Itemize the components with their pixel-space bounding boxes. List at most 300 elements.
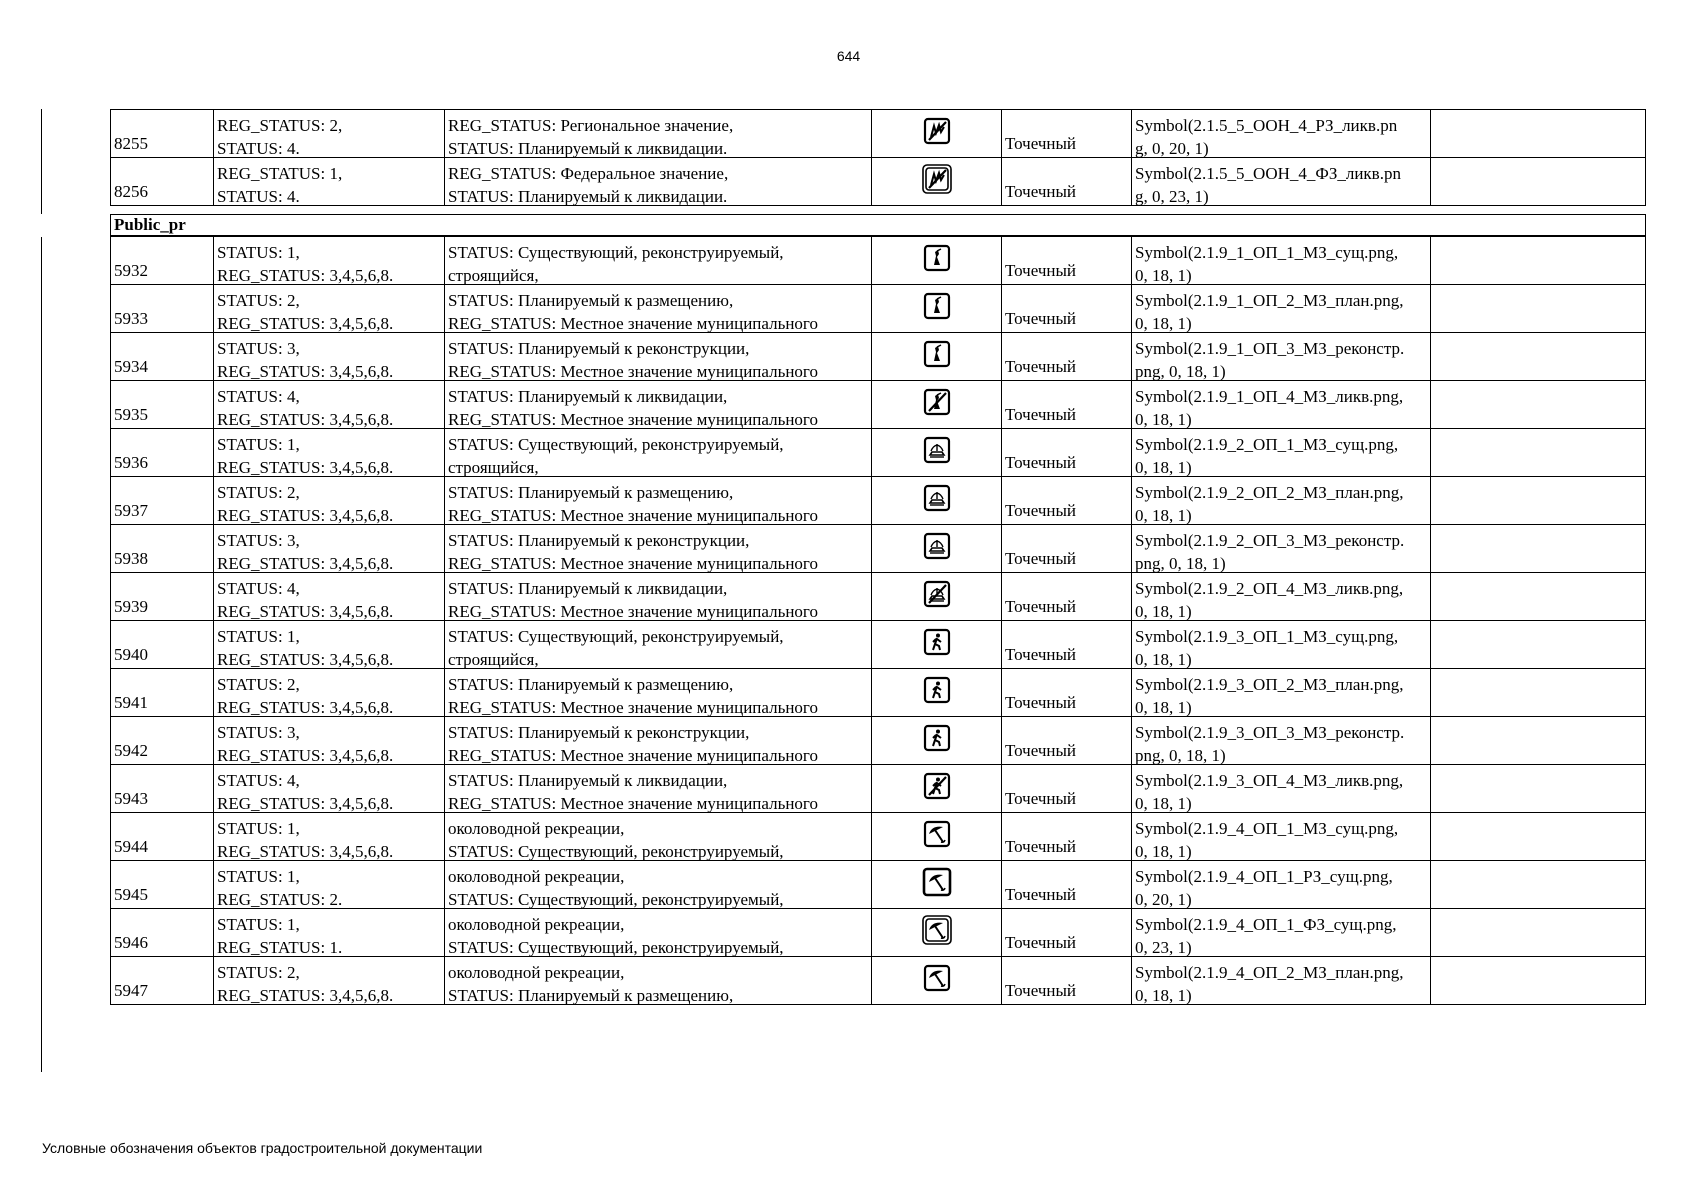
sports-facility-federal-liquidation-icon (922, 164, 952, 200)
status-code-cell (213, 956, 444, 1004)
status-code-line: REG_STATUS: 3,4,5,6,8. (217, 410, 394, 428)
symbol-ref-line: Symbol(2.1.9_3_ОП_4_МЗ_ликв.png, (1135, 771, 1404, 790)
table-row (110, 332, 1646, 380)
table-row (110, 380, 1646, 428)
status-code-line: STATUS: 1, (217, 867, 300, 886)
symbol-ref-cell (1131, 109, 1430, 157)
empty-cell (1430, 620, 1646, 668)
pedestrian-liquidation-icon (922, 771, 952, 807)
table-row (110, 236, 1646, 284)
symbol-ref-line: png, 0, 18, 1) (1135, 746, 1226, 764)
object-id: 5932 (114, 261, 148, 280)
empty-cell (1430, 908, 1646, 956)
symbol-ref-cell (1131, 812, 1430, 860)
geometry-type-cell (1001, 668, 1131, 716)
status-code-line: STATUS: 1, (217, 915, 300, 934)
description-line: строящийся, (448, 458, 539, 476)
description-line: строящийся, (448, 650, 539, 668)
description-line: REG_STATUS: Местное значение муниципального (448, 410, 818, 428)
symbol-ref-line: Symbol(2.1.9_3_ОП_3_МЗ_реконстр. (1135, 723, 1405, 742)
pedestrian-icon (922, 675, 952, 711)
description-line: REG_STATUS: Федеральное значение, (448, 164, 729, 183)
symbol-ref-line: 0, 18, 1) (1135, 458, 1192, 476)
description-line: STATUS: Планируемый к размещению, (448, 291, 734, 310)
description-cell (444, 860, 871, 908)
empty-cell (1430, 380, 1646, 428)
symbol-ref-line: 0, 18, 1) (1135, 266, 1192, 284)
symbol-ref-line: Symbol(2.1.5_5_ООН_4_ФЗ_ликв.pn (1135, 164, 1401, 183)
symbol-ref-line: Symbol(2.1.9_4_ОП_2_МЗ_план.png, (1135, 963, 1404, 982)
object-id-cell (110, 572, 213, 620)
symbol-ref-cell (1131, 572, 1430, 620)
geometry-type-cell (1001, 332, 1131, 380)
object-id-cell (110, 476, 213, 524)
symbol-ref-line: 0, 18, 1) (1135, 986, 1192, 1004)
symbol-ref-line: png, 0, 18, 1) (1135, 554, 1226, 572)
symbol-cell (871, 476, 1001, 524)
object-id: 5943 (114, 789, 148, 808)
symbol-ref-line: Symbol(2.1.9_3_ОП_1_МЗ_сущ.png, (1135, 627, 1399, 646)
object-id: 8255 (114, 134, 148, 153)
section-header: Public_pr (110, 214, 1646, 236)
status-code-line: STATUS: 4. (217, 139, 300, 157)
status-code-line: STATUS: 4, (217, 771, 300, 790)
description-cell (444, 428, 871, 476)
status-code-cell (213, 476, 444, 524)
symbol-ref-line: Symbol(2.1.9_2_ОП_4_МЗ_ликв.png, (1135, 579, 1404, 598)
geometry-type: Точечный (1005, 182, 1077, 201)
object-id: 5936 (114, 453, 148, 472)
table-bottom-border (110, 205, 1646, 206)
table-row (110, 956, 1646, 1004)
object-id-cell (110, 860, 213, 908)
beach-umbrella-icon (922, 819, 952, 855)
beach-umbrella-federal-icon (922, 915, 952, 951)
status-code-line: REG_STATUS: 3,4,5,6,8. (217, 746, 394, 764)
object-id-cell (110, 908, 213, 956)
empty-cell (1430, 524, 1646, 572)
geometry-type-cell (1001, 572, 1131, 620)
description-line: строящийся, (448, 266, 539, 284)
description-line: STATUS: Планируемый к ликвидации. (448, 187, 728, 205)
symbol-cell (871, 157, 1001, 205)
description-line: STATUS: Планируемый к реконструкции, (448, 723, 750, 742)
status-code-cell (213, 524, 444, 572)
geometry-type-cell (1001, 812, 1131, 860)
object-id: 5946 (114, 933, 148, 952)
table-row (110, 716, 1646, 764)
symbol-ref-cell (1131, 860, 1430, 908)
status-code-cell (213, 157, 444, 205)
geometry-type-cell (1001, 524, 1131, 572)
table-row (110, 812, 1646, 860)
empty-cell (1430, 956, 1646, 1004)
description-line: STATUS: Планируемый к реконструкции, (448, 339, 750, 358)
monument-icon (922, 339, 952, 375)
object-id-cell (110, 764, 213, 812)
symbol-ref-line: 0, 18, 1) (1135, 314, 1192, 332)
symbol-ref-cell (1131, 428, 1430, 476)
status-code-line: STATUS: 2, (217, 483, 300, 502)
description-cell (444, 908, 871, 956)
description-line: STATUS: Планируемый к размещению, (448, 483, 734, 502)
description-line: околоводной рекреации, (448, 867, 625, 886)
description-line: STATUS: Планируемый к ликвидации, (448, 387, 728, 406)
geometry-type: Точечный (1005, 789, 1077, 808)
description-line: STATUS: Существующий, реконструируемый, (448, 890, 784, 908)
symbol-ref-cell (1131, 476, 1430, 524)
status-code-cell (213, 380, 444, 428)
status-code-line: REG_STATUS: 3,4,5,6,8. (217, 698, 394, 716)
status-code-line: REG_STATUS: 2, (217, 116, 343, 135)
status-code-cell (213, 620, 444, 668)
object-id-cell (110, 284, 213, 332)
description-line: STATUS: Существующий, реконструируемый, (448, 627, 784, 646)
status-code-line: STATUS: 3, (217, 723, 300, 742)
description-line: STATUS: Планируемый к ликвидации, (448, 579, 728, 598)
symbol-cell (871, 620, 1001, 668)
empty-cell (1430, 812, 1646, 860)
status-code-line: REG_STATUS: 3,4,5,6,8. (217, 986, 394, 1004)
symbol-ref-line: 0, 23, 1) (1135, 938, 1192, 956)
description-cell (444, 109, 871, 157)
status-code-line: REG_STATUS: 3,4,5,6,8. (217, 362, 394, 380)
symbol-cell (871, 109, 1001, 157)
description-line: околоводной рекреации, (448, 915, 625, 934)
object-id-cell (110, 380, 213, 428)
table-row (110, 764, 1646, 812)
status-code-line: REG_STATUS: 3,4,5,6,8. (217, 554, 394, 572)
symbol-cell (871, 236, 1001, 284)
status-code-line: STATUS: 3, (217, 339, 300, 358)
object-id: 5938 (114, 549, 148, 568)
symbol-cell (871, 428, 1001, 476)
status-code-cell (213, 428, 444, 476)
status-code-cell (213, 109, 444, 157)
symbol-ref-cell (1131, 764, 1430, 812)
object-id-cell (110, 109, 213, 157)
status-code-line: STATUS: 1, (217, 627, 300, 646)
symbol-ref-line: 0, 18, 1) (1135, 698, 1192, 716)
description-line: околоводной рекреации, (448, 963, 625, 982)
description-cell (444, 572, 871, 620)
status-code-line: REG_STATUS: 3,4,5,6,8. (217, 842, 394, 860)
status-code-line: REG_STATUS: 3,4,5,6,8. (217, 602, 394, 620)
geometry-type-cell (1001, 380, 1131, 428)
description-cell (444, 157, 871, 205)
object-id: 8256 (114, 182, 148, 201)
symbol-cell (871, 380, 1001, 428)
monument-liquidation-icon (922, 387, 952, 423)
symbol-cell (871, 812, 1001, 860)
geometry-type: Точечный (1005, 693, 1077, 712)
description-line: REG_STATUS: Местное значение муниципального (448, 554, 818, 572)
symbol-ref-line: Symbol(2.1.9_4_ОП_1_РЗ_сущ.png, (1135, 867, 1393, 886)
description-line: REG_STATUS: Местное значение муниципального (448, 746, 818, 764)
status-code-cell (213, 860, 444, 908)
table-row (110, 908, 1646, 956)
empty-cell (1430, 428, 1646, 476)
description-cell (444, 956, 871, 1004)
status-code-line: STATUS: 1, (217, 435, 300, 454)
status-code-line: STATUS: 3, (217, 531, 300, 550)
table-row (110, 157, 1646, 205)
object-id-cell (110, 236, 213, 284)
symbol-ref-cell (1131, 668, 1430, 716)
geometry-type-cell (1001, 109, 1131, 157)
description-line: STATUS: Планируемый к реконструкции, (448, 531, 750, 550)
symbol-cell (871, 572, 1001, 620)
description-cell (444, 524, 871, 572)
description-line: STATUS: Существующий, реконструируемый, (448, 435, 784, 454)
table-row (110, 476, 1646, 524)
object-id-cell (110, 157, 213, 205)
object-id: 5934 (114, 357, 148, 376)
object-id: 5937 (114, 501, 148, 520)
empty-cell (1430, 236, 1646, 284)
description-cell (444, 668, 871, 716)
description-line: STATUS: Планируемый к размещению, (448, 986, 734, 1004)
symbol-ref-line: Symbol(2.1.9_2_ОП_3_МЗ_реконстр. (1135, 531, 1405, 550)
status-code-cell (213, 908, 444, 956)
description-line: REG_STATUS: Местное значение муниципального (448, 602, 818, 620)
description-line: STATUS: Планируемый к размещению, (448, 675, 734, 694)
monument-icon (922, 291, 952, 327)
description-line: STATUS: Планируемый к ликвидации. (448, 139, 728, 157)
symbol-ref-line: 0, 18, 1) (1135, 602, 1192, 620)
symbol-ref-cell (1131, 380, 1430, 428)
symbol-ref-cell (1131, 716, 1430, 764)
status-code-line: STATUS: 4. (217, 187, 300, 205)
object-id-cell (110, 716, 213, 764)
geometry-type: Точечный (1005, 501, 1077, 520)
description-cell (444, 764, 871, 812)
symbol-ref-cell (1131, 157, 1430, 205)
status-code-line: STATUS: 1, (217, 243, 300, 262)
geometry-type: Точечный (1005, 645, 1077, 664)
symbol-ref-line: 0, 18, 1) (1135, 650, 1192, 668)
symbol-ref-cell (1131, 236, 1430, 284)
geometry-type: Точечный (1005, 933, 1077, 952)
status-code-cell (213, 812, 444, 860)
symbol-ref-line: g, 0, 23, 1) (1135, 187, 1209, 205)
object-id: 5945 (114, 885, 148, 904)
geometry-type-cell (1001, 956, 1131, 1004)
symbol-ref-line: Symbol(2.1.9_1_ОП_4_МЗ_ликв.png, (1135, 387, 1404, 406)
empty-cell (1430, 157, 1646, 205)
status-code-line: REG_STATUS: 3,4,5,6,8. (217, 794, 394, 812)
object-id-cell (110, 524, 213, 572)
left-margin-rule-top (41, 109, 42, 214)
monument-icon (922, 243, 952, 279)
description-cell (444, 620, 871, 668)
object-id: 5944 (114, 837, 148, 856)
symbol-ref-cell (1131, 524, 1430, 572)
left-margin-rule-bottom (41, 237, 42, 1072)
symbol-cell (871, 860, 1001, 908)
geometry-type-cell (1001, 476, 1131, 524)
geometry-type-cell (1001, 764, 1131, 812)
geometry-type-cell (1001, 284, 1131, 332)
symbol-ref-cell (1131, 284, 1430, 332)
description-cell (444, 380, 871, 428)
geometry-type-cell (1001, 716, 1131, 764)
empty-cell (1430, 668, 1646, 716)
symbol-cell (871, 908, 1001, 956)
status-code-line: REG_STATUS: 3,4,5,6,8. (217, 458, 394, 476)
symbol-ref-cell (1131, 908, 1430, 956)
symbol-ref-line: Symbol(2.1.9_4_ОП_1_МЗ_сущ.png, (1135, 819, 1399, 838)
table-row (110, 524, 1646, 572)
description-line: STATUS: Существующий, реконструируемый, (448, 243, 784, 262)
description-line: околоводной рекреации, (448, 819, 625, 838)
object-id-cell (110, 620, 213, 668)
description-line: REG_STATUS: Местное значение муниципального (448, 314, 818, 332)
status-code-line: STATUS: 1, (217, 819, 300, 838)
status-code-line: STATUS: 4, (217, 579, 300, 598)
symbol-ref-cell (1131, 332, 1430, 380)
symbol-cell (871, 284, 1001, 332)
symbol-ref-line: Symbol(2.1.9_1_ОП_1_МЗ_сущ.png, (1135, 243, 1399, 262)
beach-umbrella-regional-icon (922, 867, 952, 903)
description-line: REG_STATUS: Местное значение муниципального (448, 698, 818, 716)
status-code-line: STATUS: 2, (217, 675, 300, 694)
symbol-ref-line: Symbol(2.1.9_2_ОП_1_МЗ_сущ.png, (1135, 435, 1399, 454)
table-row (110, 572, 1646, 620)
table-bottom-border (110, 1004, 1646, 1005)
status-code-cell (213, 716, 444, 764)
fountain-icon (922, 435, 952, 471)
status-code-cell (213, 764, 444, 812)
geometry-type: Точечный (1005, 741, 1077, 760)
description-line: STATUS: Планируемый к ликвидации, (448, 771, 728, 790)
object-id: 5941 (114, 693, 148, 712)
symbol-ref-line: Symbol(2.1.5_5_ООН_4_РЗ_ликв.pn (1135, 116, 1398, 135)
table-row (110, 668, 1646, 716)
status-code-cell (213, 668, 444, 716)
symbol-ref-cell (1131, 956, 1430, 1004)
geometry-type: Точечный (1005, 357, 1077, 376)
description-line: REG_STATUS: Местное значение муниципального (448, 794, 818, 812)
description-cell (444, 284, 871, 332)
empty-cell (1430, 716, 1646, 764)
beach-umbrella-icon (922, 963, 952, 999)
status-code-cell (213, 236, 444, 284)
symbol-ref-line: Symbol(2.1.9_1_ОП_2_МЗ_план.png, (1135, 291, 1404, 310)
geometry-type-cell (1001, 428, 1131, 476)
object-id-cell (110, 812, 213, 860)
description-cell (444, 716, 871, 764)
empty-cell (1430, 764, 1646, 812)
pedestrian-icon (922, 627, 952, 663)
geometry-type: Точечный (1005, 309, 1077, 328)
table-row (110, 109, 1646, 157)
symbol-ref-line: Symbol(2.1.9_2_ОП_2_МЗ_план.png, (1135, 483, 1404, 502)
sports-facility-liquidation-icon (922, 116, 952, 152)
status-code-line: REG_STATUS: 1, (217, 164, 343, 183)
object-id-cell (110, 668, 213, 716)
status-code-line: REG_STATUS: 3,4,5,6,8. (217, 650, 394, 668)
object-id: 5940 (114, 645, 148, 664)
object-id-cell (110, 332, 213, 380)
description-line: STATUS: Существующий, реконструируемый, (448, 842, 784, 860)
object-id: 5947 (114, 981, 148, 1000)
object-id-cell (110, 956, 213, 1004)
document-footer: Условные обозначения объектов градостроительной документации (42, 1140, 483, 1156)
object-id: 5942 (114, 741, 148, 760)
geometry-type: Точечный (1005, 134, 1077, 153)
symbol-ref-line: Symbol(2.1.9_4_ОП_1_ФЗ_сущ.png, (1135, 915, 1397, 934)
status-code-line: STATUS: 4, (217, 387, 300, 406)
symbol-ref-line: 0, 18, 1) (1135, 794, 1192, 812)
fountain-icon (922, 483, 952, 519)
status-code-cell (213, 572, 444, 620)
empty-cell (1430, 572, 1646, 620)
symbol-ref-line: 0, 18, 1) (1135, 506, 1192, 524)
empty-cell (1430, 284, 1646, 332)
fountain-icon (922, 531, 952, 567)
symbol-cell (871, 956, 1001, 1004)
geometry-type: Точечный (1005, 549, 1077, 568)
empty-cell (1430, 109, 1646, 157)
empty-cell (1430, 476, 1646, 524)
status-code-line: REG_STATUS: 2. (217, 890, 343, 908)
geometry-type-cell (1001, 236, 1131, 284)
status-code-line: REG_STATUS: 3,4,5,6,8. (217, 506, 394, 524)
empty-cell (1430, 332, 1646, 380)
symbol-cell (871, 524, 1001, 572)
pedestrian-icon (922, 723, 952, 759)
symbol-cell (871, 668, 1001, 716)
geometry-type-cell (1001, 860, 1131, 908)
description-cell (444, 236, 871, 284)
geometry-type-cell (1001, 620, 1131, 668)
geometry-type: Точечный (1005, 261, 1077, 280)
symbol-cell (871, 716, 1001, 764)
object-id: 5935 (114, 405, 148, 424)
symbol-ref-line: 0, 18, 1) (1135, 410, 1192, 428)
empty-cell (1430, 860, 1646, 908)
geometry-type: Точечный (1005, 453, 1077, 472)
status-code-cell (213, 284, 444, 332)
symbol-ref-line: 0, 18, 1) (1135, 842, 1192, 860)
status-code-line: STATUS: 2, (217, 291, 300, 310)
description-line: REG_STATUS: Местное значение муниципального (448, 506, 818, 524)
geometry-type: Точечный (1005, 981, 1077, 1000)
status-code-line: REG_STATUS: 1. (217, 938, 343, 956)
table-row (110, 620, 1646, 668)
geometry-type: Точечный (1005, 837, 1077, 856)
symbol-ref-cell (1131, 620, 1430, 668)
geometry-type: Точечный (1005, 597, 1077, 616)
symbol-cell (871, 764, 1001, 812)
fountain-liquidation-icon (922, 579, 952, 615)
symbol-ref-line: Symbol(2.1.9_3_ОП_2_МЗ_план.png, (1135, 675, 1404, 694)
object-id-cell (110, 428, 213, 476)
description-line: REG_STATUS: Местное значение муниципального (448, 362, 818, 380)
table-row (110, 428, 1646, 476)
table-row (110, 860, 1646, 908)
status-code-line: REG_STATUS: 3,4,5,6,8. (217, 266, 394, 284)
object-id: 5933 (114, 309, 148, 328)
geometry-type: Точечный (1005, 885, 1077, 904)
description-line: REG_STATUS: Региональное значение, (448, 116, 734, 135)
geometry-type: Точечный (1005, 405, 1077, 424)
status-code-line: REG_STATUS: 3,4,5,6,8. (217, 314, 394, 332)
description-line: STATUS: Существующий, реконструируемый, (448, 938, 784, 956)
description-cell (444, 476, 871, 524)
status-code-cell (213, 332, 444, 380)
